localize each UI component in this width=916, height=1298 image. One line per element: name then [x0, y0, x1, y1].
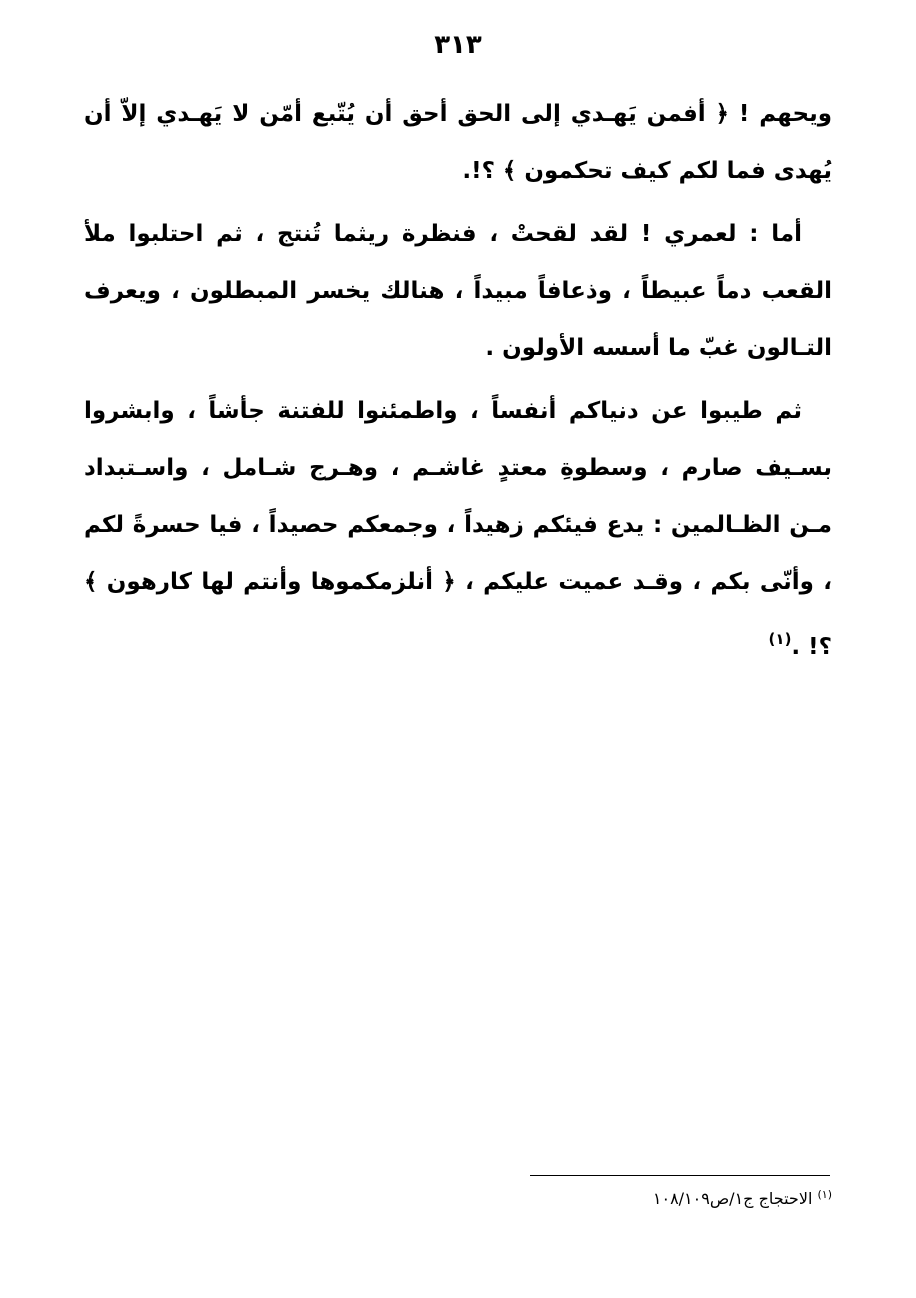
paragraph-1: ويحهم ! ﴿ أفمن يَهـدي إلى الحق أحق أن يُتّبع أمّن لا يَهـدي إلاّ أن يُهدى فما لكم كيف تحكمون ﴾ ؟!.: [84, 101, 832, 184]
footnote-text: الاحتجاج ج١/ص١٠٨/١٠٩: [652, 1189, 813, 1208]
page-number: ٣١٣: [434, 30, 482, 60]
footnote-reference[interactable]: (١): [768, 630, 792, 648]
paragraph-3-text: ثم طيبوا عن دنياكم أنفساً ، واطمئنوا للفتنة جأشاً ، وابشروا بسـيف صارم ، وسطوةِ معتدٍ غاشـم ، وهـرج شـامل ، واسـتبداد مـن الظـالمين : يدع فيئكم زهيداً ، وجمعكم حصيداً ، فيا حسرةً لكم ، وأنّى بكم ، وقـد عميت عليكم ، ﴿ أنلزمكموها وأنتم لها كارهون ﴾ ؟! .: [84, 398, 832, 660]
paragraph-2: أما : لعمري ! لقد لقحتْ ، فنظرة ريثما تُنتج ، ثم احتلبوا ملأ القعب دماً عبيطاً ، وذعافاً مبيداً ، هنالك يخسر المبطلون ، ويعرف التـالون غبّ ما أسسه الأولون .: [84, 221, 832, 361]
paragraph-3: [84, 383, 832, 676]
footnote-divider: [530, 1175, 830, 1176]
footnote-marker: (١): [817, 1188, 832, 1201]
footnote: [400, 1188, 832, 1208]
main-text: [84, 86, 832, 682]
